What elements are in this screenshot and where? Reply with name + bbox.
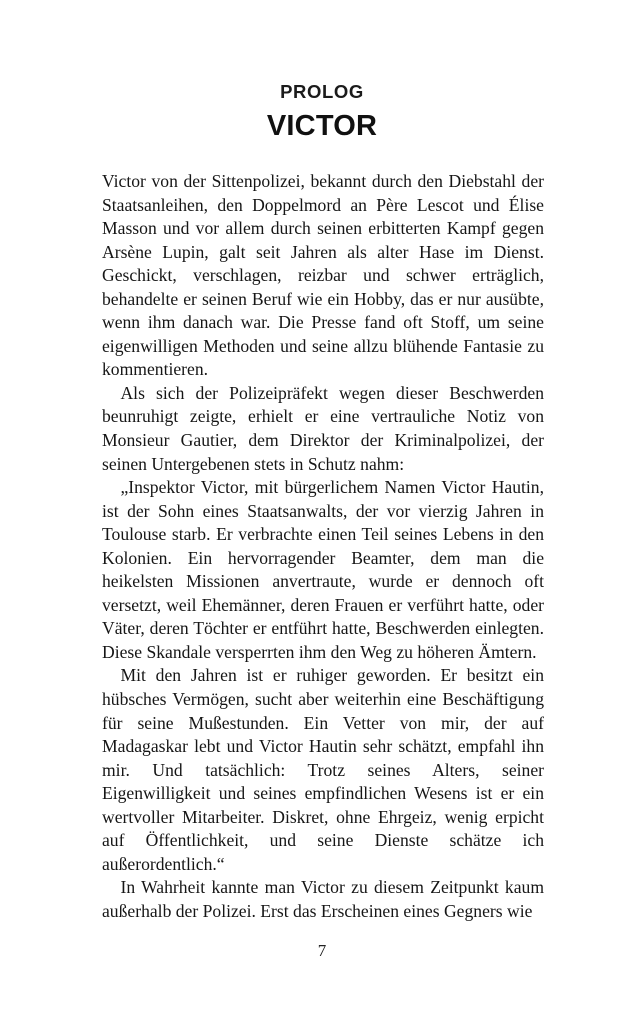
- page-number: 7: [317, 941, 327, 960]
- paragraph: Victor von der Sittenpolizei, bekannt durch den Diebstahl der Staatsanleihen, den Doppelmord an Père Lescot und Élise Masson und vor allem durch seinen erbitterten Kampf gegen Arsène Lupin, galt seit Jahren als alter Hase im Dienst. Geschickt, verschlagen, reizbar und schwer erträglich, behandelte er seinen Beruf wie ein Hobby, das er nur ausübte, wenn ihm danach war. Die Presse fand oft Stoff, um seine eigenwilligen Methoden und seine allzu blühende Fantasie zu kommentieren.: [102, 171, 544, 380]
- section-label: PROLOG: [280, 81, 364, 102]
- page-heading-block: [0, 82, 644, 144]
- paragraph: Mit den Jahren ist er ruhiger geworden. Er besitzt ein hübsches Vermögen, sucht aber weiterhin eine Beschäftigung für seine Mußestunden. Ein Vetter von mir, der auf Madagaskar lebt und Victor Hautin sehr schätzt, empfahl ihn mir. Und tatsächlich: Trotz seines Alters, seiner Eigenwilligkeit und seines empfindlichen Wesens ist er ein wertvoller Mitarbeiter. Diskret, ohne Ehrgeiz, wenig erpicht auf Öffentlichkeit, und seine Dienste schätze ich außerordentlich.“: [102, 665, 544, 874]
- paragraph: Als sich der Polizeipräfekt wegen dieser Beschwerden beunruhigt zeigte, erhielt er eine vertrauliche Notiz von Monsieur Gautier, dem Direktor der Kriminalpolizei, der seinen Untergebenen stets in Schutz nahm:: [102, 382, 544, 474]
- chapter-title: VICTOR: [266, 110, 378, 143]
- paragraph: In Wahrheit kannte man Victor zu diesem Zeitpunkt kaum außerhalb der Polizei. Erst das Erscheinen eines Gegners wie: [102, 877, 544, 921]
- body-text-block: [102, 170, 544, 924]
- paragraph: „Inspektor Victor, mit bürgerlichem Namen Victor Hautin, ist der Sohn eines Staatsanwalts, der vor vierzig Jahren in Toulouse starb. Er verbrachte einen Teil seines Lebens in den Kolonien. Ein hervorragender Beamter, dem man die heikelsten Missionen anvertraute, wurde er dennoch oft versetzt, weil Ehemänner, deren Frauen er verführt hatte, oder Väter, deren Töchter er entführt hatte, Beschwerden einlegten. Diese Skandale versperrten ihm den Weg zu höheren Ämtern.: [102, 477, 544, 662]
